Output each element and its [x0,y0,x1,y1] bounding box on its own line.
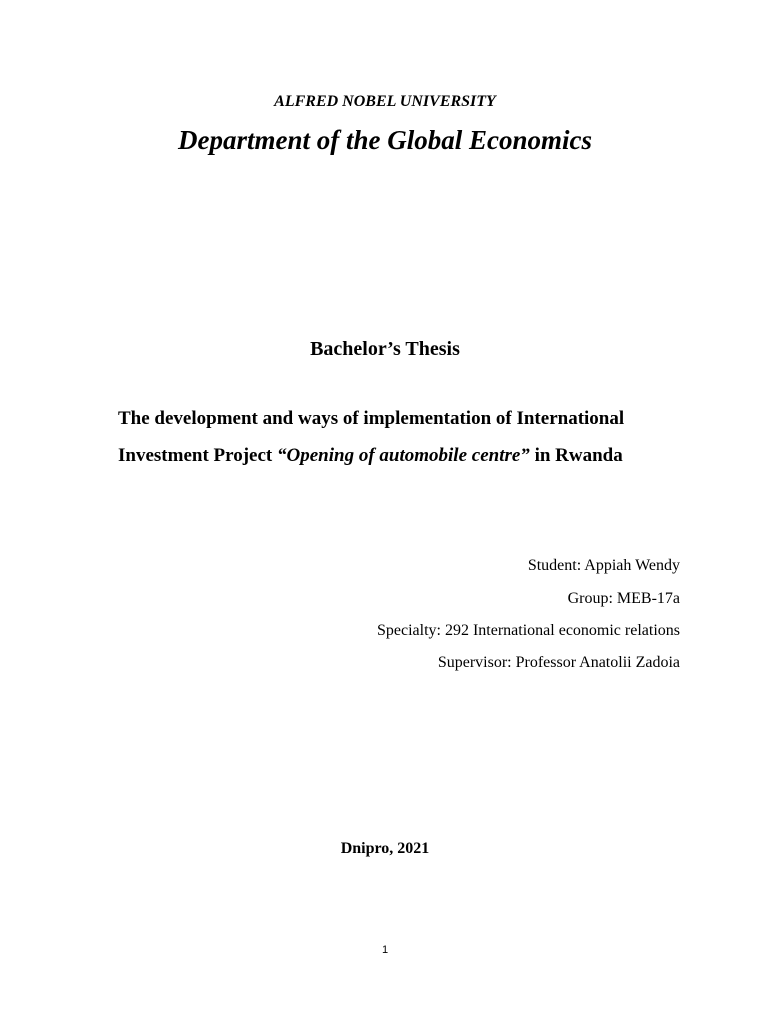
university-name: ALFRED NOBEL UNIVERSITY [274,93,496,110]
thesis-project-name: “Opening of automobile centre” [277,445,530,466]
department-title: Department of the Global Economics [178,125,592,155]
thesis-type-label: Bachelor’s Thesis [310,338,460,360]
student-name: Student: Appiah Wendy [527,557,680,574]
page-number: 1 [381,944,389,956]
supervisor-name: Supervisor: Professor Anatolii Zadoia [437,654,680,671]
student-specialty: Specialty: 292 International economic relations [376,622,680,639]
thesis-title-suffix: in Rwanda [529,445,623,466]
thesis-title-line-1: The development and ways of implementation of International [118,408,625,429]
student-group: Group: MEB-17a [567,590,680,607]
thesis-title-prefix: Investment Project [118,445,277,466]
thesis-title-line-2 [118,445,623,467]
place-and-year: Dnipro, 2021 [340,840,430,857]
